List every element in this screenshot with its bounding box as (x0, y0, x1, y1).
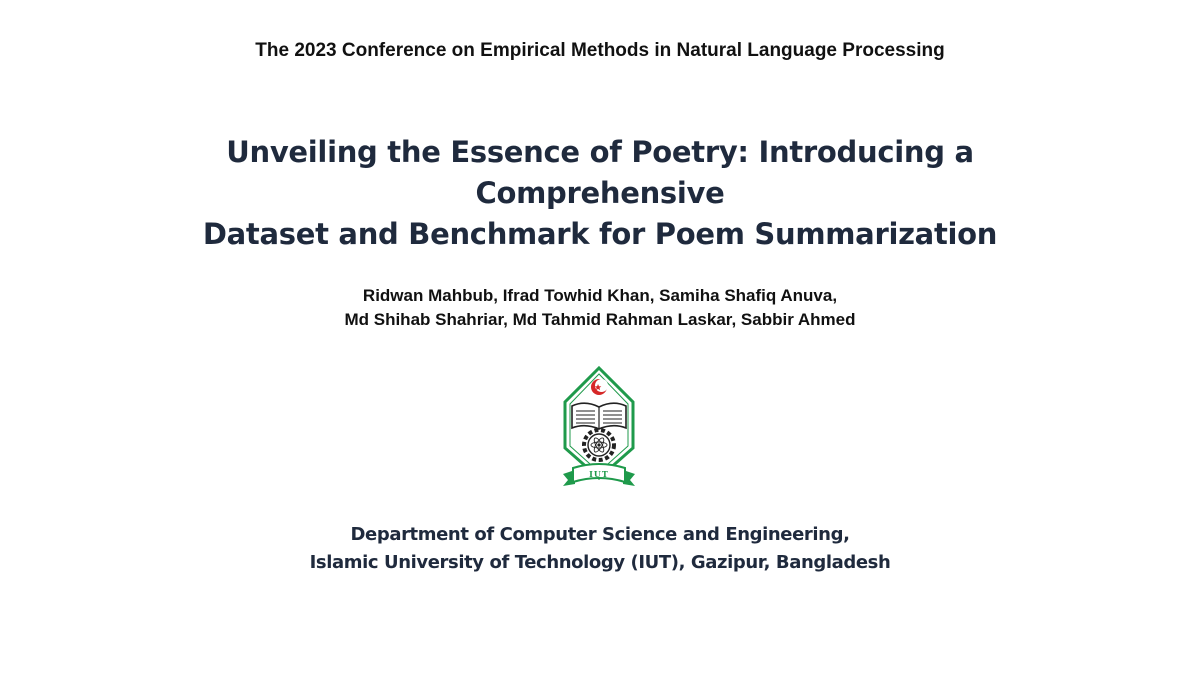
affiliation-line-1: Department of Computer Science and Engineering, (350, 524, 850, 545)
author-line-2: Md Shihab Shahriar, Md Tahmid Rahman Laskar, Sabbir Ahmed (344, 310, 856, 329)
affiliation-line-2: Islamic University of Technology (IUT), Gazipur, Bangladesh (309, 552, 891, 573)
iut-logo (561, 366, 637, 488)
affiliation (200, 521, 1000, 577)
author-list (150, 284, 1050, 332)
conference-name: The 2023 Conference on Empirical Methods in Natural Language Processing (255, 40, 945, 61)
paper-title (100, 132, 1100, 255)
ribbon-banner (563, 464, 635, 486)
author-line-1: Ridwan Mahbub, Ifrad Towhid Khan, Samiha Shafiq Anuva, (362, 286, 838, 305)
paper-title-line-2: Dataset and Benchmark for Poem Summarization (202, 217, 998, 251)
book-icon (572, 403, 626, 429)
logo-banner-text: IUT (589, 469, 609, 479)
paper-title-line-1: Unveiling the Essence of Poetry: Introducing a Comprehensive (226, 135, 974, 210)
